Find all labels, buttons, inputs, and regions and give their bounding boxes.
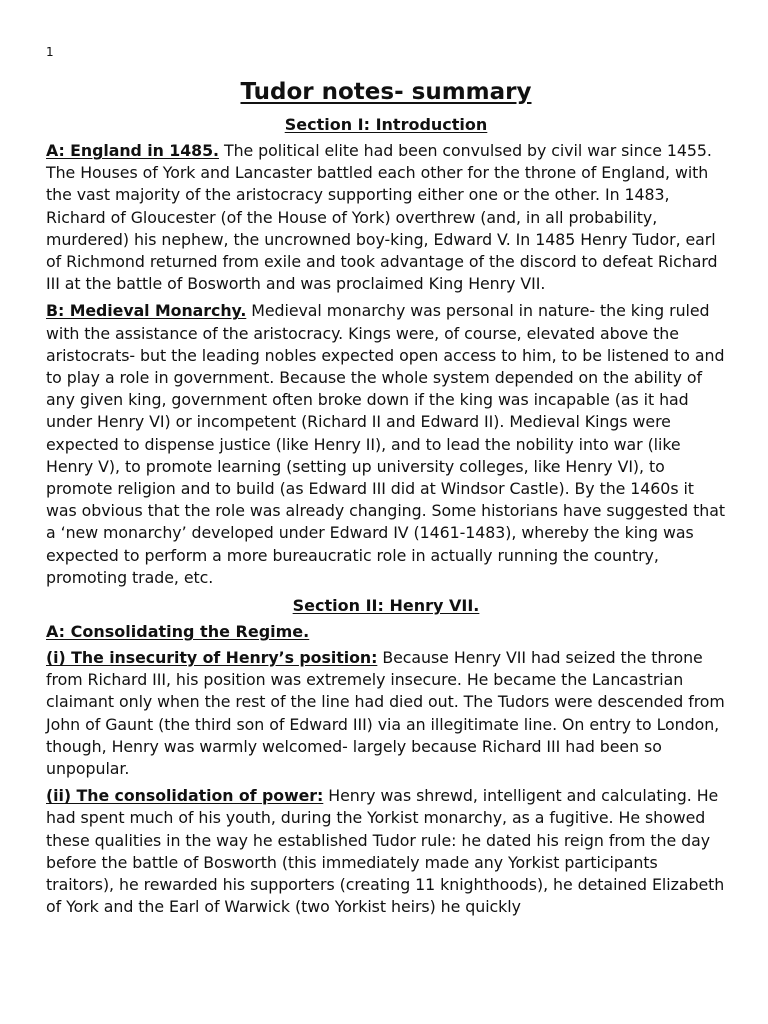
document-body [46, 76, 726, 924]
paragraph-consolidation-heading: (ii) The consolidation of power: [46, 786, 324, 806]
paragraph-insecurity [46, 647, 726, 780]
document-title: Tudor notes- summary [240, 79, 532, 105]
paragraph-england-1485-text: The political elite had been convulsed by civil war since 1455. The Houses of York and Lancaster battled each other for the throne of England, with the vast majority of the aristocracy supporting either one or the other. In 1483, Richard of Gloucester (of the House of York) overthrew (and, in all probability, murdered) his nephew, the uncrowned boy-king, Edward V. In 1485 Henry Tudor, earl of Richmond returned from exile and took advantage of the discord to defeat Richard III at the battle of Bosworth and was proclaimed King Henry VII. [46, 141, 718, 294]
paragraph-england-1485 [46, 140, 726, 295]
section-2-heading: Section II: Henry VII. [292, 596, 480, 616]
paragraph-consolidation-text: Henry was shrewd, intelligent and calculating. He had spent much of his youth, during the Yorkist monarchy, as a fugitive. He showed these qualities in the way he established Tudor rule: he dated his reign from the day before the battle of Bosworth (this immediately made any Yorkist participants traitors), he rewarded his supporters (creating 11 knighthoods), he detained Elizabeth of York and the Earl of Warwick (two Yorkist heirs) he quickly [46, 786, 725, 917]
subsection-consolidating-heading: A: Consolidating the Regime. [46, 622, 310, 642]
paragraph-insecurity-text: Because Henry VII had seized the throne from Richard III, his position was extremely insecure. He became the Lancastrian claimant only when the rest of the line had died out. The Tudors were descended from John of Gaunt (the third son of Edward III) via an illegitimate line. On entry to London, though, Henry was warmly welcomed- largely because Richard III had been so unpopular. [46, 648, 725, 779]
paragraph-medieval-monarchy-text: Medieval monarchy was personal in nature- the king ruled with the assistance of the aristocracy. Kings were, of course, elevated above the aristocrats- but the leading nobles expected open access to him, to be listened to and to play a role in government. Because the whole system depended on the ability of any given king, government often broke down if the king was incapable (as it had under Henry VI) or incompetent (Richard II and Edward II). Medieval Kings were expected to dispense justice (like Henry II), and to lead the nobility into war (like Henry V), to promote learning (setting up university colleges, like Henry VI), to promote religion and to build (as Edward III did at Windsor Castle). By the 1460s it was obvious that the role was already changing. Some historians have suggested that a ‘new monarchy’ developed under Edward IV (1461-1483), whereby the king was expected to perform a more bureaucratic role in actually running the country, promoting trade, etc. [46, 301, 726, 587]
paragraph-medieval-monarchy [46, 300, 726, 589]
paragraph-consolidation [46, 785, 726, 918]
section-1-heading: Section I: Introduction [284, 115, 488, 134]
paragraph-england-1485-heading: A: England in 1485. [46, 141, 219, 160]
paragraph-insecurity-heading: (i) The insecurity of Henry’s position: [46, 648, 378, 668]
page-number: 1 [46, 45, 54, 59]
paragraph-medieval-monarchy-heading: B: Medieval Monarchy. [46, 301, 247, 321]
